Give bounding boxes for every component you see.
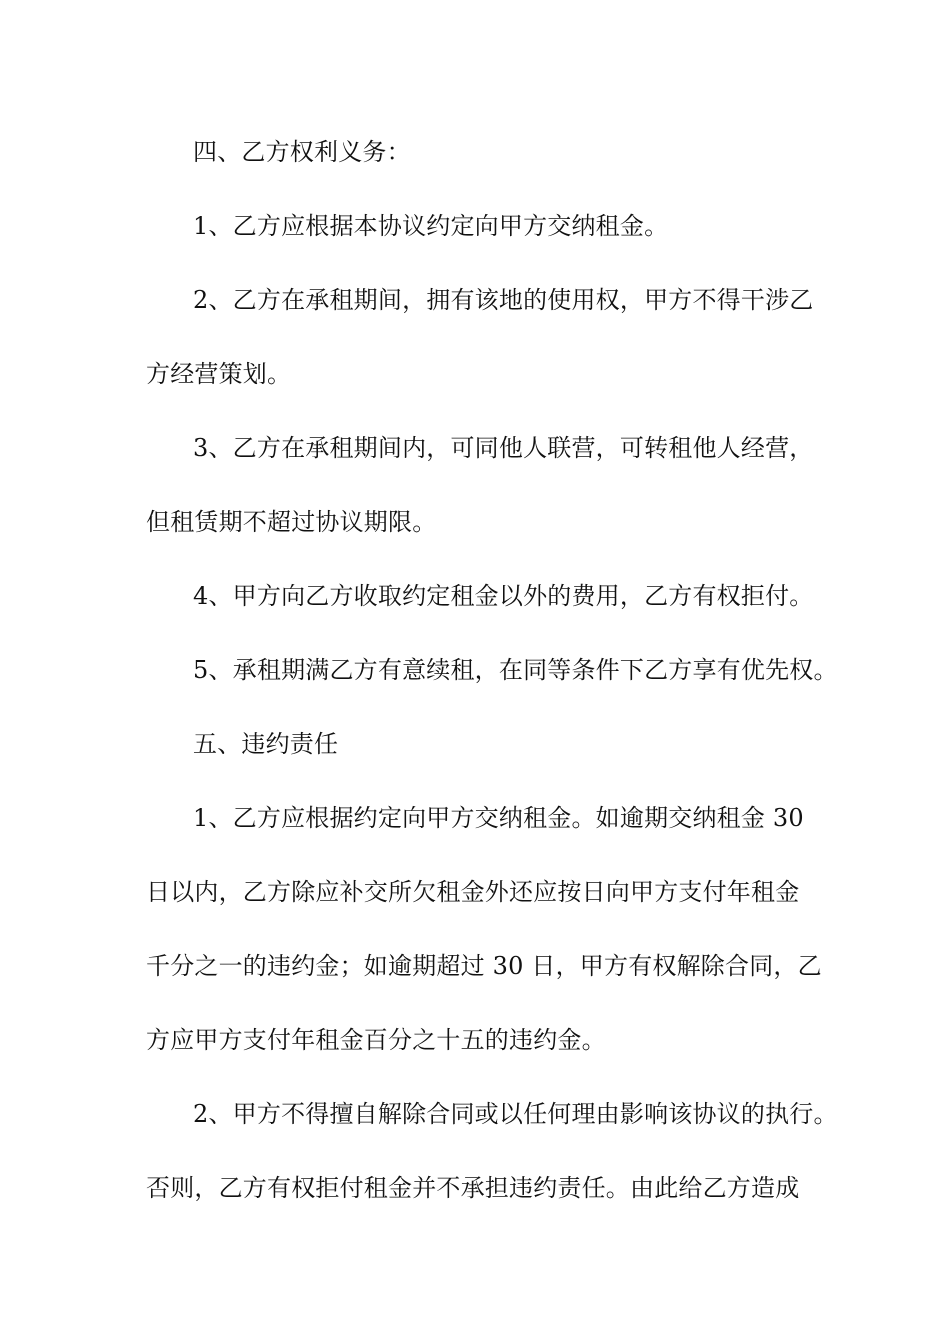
section-4-item-2-line-2: 方经营策划。	[146, 360, 292, 388]
section-5-item-1-line-3: 千分之一的违约金；如逾期超过 30 日，甲方有权解除合同，乙	[146, 952, 822, 980]
section-4-item-5: 5、承租期满乙方有意续租，在同等条件下乙方享有优先权。	[193, 656, 838, 684]
section-4-heading: 四、乙方权利义务：	[193, 138, 411, 166]
section-4-item-3-line-1: 3、乙方在承租期间内，可同他人联营，可转租他人经营，	[193, 434, 814, 462]
section-5-item-2-line-1: 2、甲方不得擅自解除合同或以任何理由影响该协议的执行。	[193, 1100, 838, 1128]
section-5-item-1-line-2: 日以内，乙方除应补交所欠租金外还应按日向甲方支付年租金	[146, 878, 800, 906]
section-5-item-2-line-2: 否则，乙方有权拒付租金并不承担违约责任。由此给乙方造成	[146, 1174, 800, 1202]
section-5-heading: 五、违约责任	[193, 730, 339, 758]
section-4-item-1: 1、乙方应根据本协议约定向甲方交纳租金。	[193, 212, 669, 240]
section-4-item-2-line-1: 2、乙方在承租期间，拥有该地的使用权，甲方不得干涉乙	[193, 286, 814, 314]
section-5-item-1-line-1: 1、乙方应根据约定向甲方交纳租金。如逾期交纳租金 30	[193, 804, 804, 832]
section-5-item-1-line-4: 方应甲方支付年租金百分之十五的违约金。	[146, 1026, 606, 1054]
section-4-item-3-line-2: 但租赁期不超过协议期限。	[146, 508, 437, 536]
section-4-item-4: 4、甲方向乙方收取约定租金以外的费用，乙方有权拒付。	[193, 582, 814, 610]
